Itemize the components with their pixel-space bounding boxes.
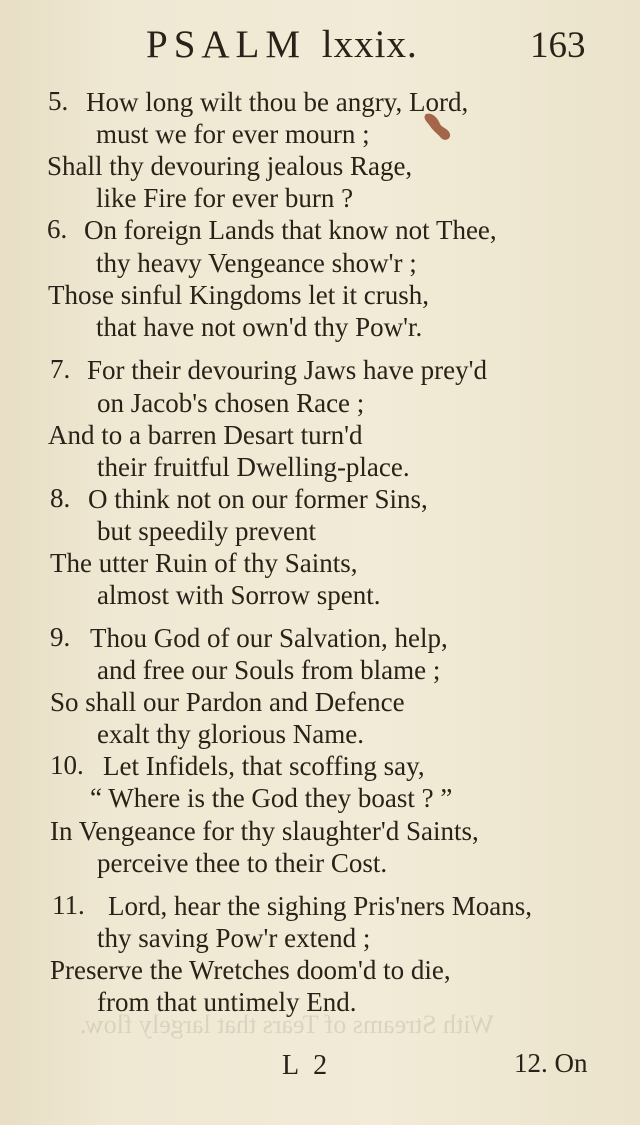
verse-number: 11. (52, 890, 85, 920)
verse-line: On foreign Lands that know not Thee, (84, 215, 497, 245)
verse-line: The utter Ruin of thy Saints, (50, 548, 358, 578)
verse-line: Shall thy devouring jealous Rage, (47, 151, 413, 181)
verse-line: that have not own'd thy Pow'r. (96, 312, 423, 342)
verse-line: thy heavy Vengeance show'r ; (96, 248, 417, 278)
verse-line: like Fire for ever burn ? (96, 183, 354, 213)
verse-line: perceive thee to their Cost. (97, 848, 388, 878)
verse-line: exalt thy glorious Name. (97, 719, 364, 749)
verse-line: Those sinful Kingdoms let it crush, (48, 280, 429, 310)
verse-line: and free our Souls from blame ; (97, 655, 441, 685)
verse-line: Let Infidels, that scoffing say, (103, 751, 425, 781)
verse-line: For their devouring Jaws have prey'd (87, 355, 488, 385)
verse-line: Thou God of our Salvation, help, (90, 623, 448, 653)
verse-number: 5. (48, 86, 69, 116)
catchword: 12. On (514, 1048, 588, 1078)
page-title (146, 22, 418, 67)
page-number: 163 (530, 25, 586, 66)
verse-line: “ Where is the God they boast ? ” (90, 783, 453, 813)
ink-stain-icon (420, 110, 454, 144)
verse-number: 7. (50, 354, 71, 384)
psalm-label: PSALM (146, 23, 307, 66)
verse-line: And to a barren Desart turn'd (48, 420, 363, 450)
verse-line: How long wilt thou be angry, Lord, (86, 87, 469, 117)
verse-number: 8. (50, 483, 71, 513)
verse-line: on Jacob's chosen Race ; (97, 388, 365, 418)
verse-number: 6. (47, 214, 68, 244)
verse-line: their fruitful Dwelling-place. (97, 452, 410, 482)
verse-number: 9. (50, 622, 71, 652)
verse-line: In Vengeance for thy slaughter'd Saints, (50, 816, 479, 846)
verse-line: So shall our Pardon and Defence (50, 687, 405, 717)
verse-line: but speedily prevent (97, 516, 316, 546)
verse-line: O think not on our former Sins, (88, 484, 428, 514)
signature-mark: L 2 (282, 1050, 332, 1081)
verse-line: thy saving Pow'r extend ; (97, 923, 371, 953)
verse-line: from that untimely End. (97, 987, 357, 1017)
verse-line: almost with Sorrow spent. (97, 580, 381, 610)
verse-line: must we for ever mourn ; (96, 119, 370, 149)
psalm-numeral: lxxix. (321, 23, 418, 66)
verse-number: 10. (50, 750, 84, 780)
verse-line: Lord, hear the sighing Pris'ners Moans, (108, 891, 533, 921)
verse-line: Preserve the Wretches doom'd to die, (50, 955, 451, 985)
show-through-text: With Streams of Tears that largely flow. (80, 1010, 494, 1039)
